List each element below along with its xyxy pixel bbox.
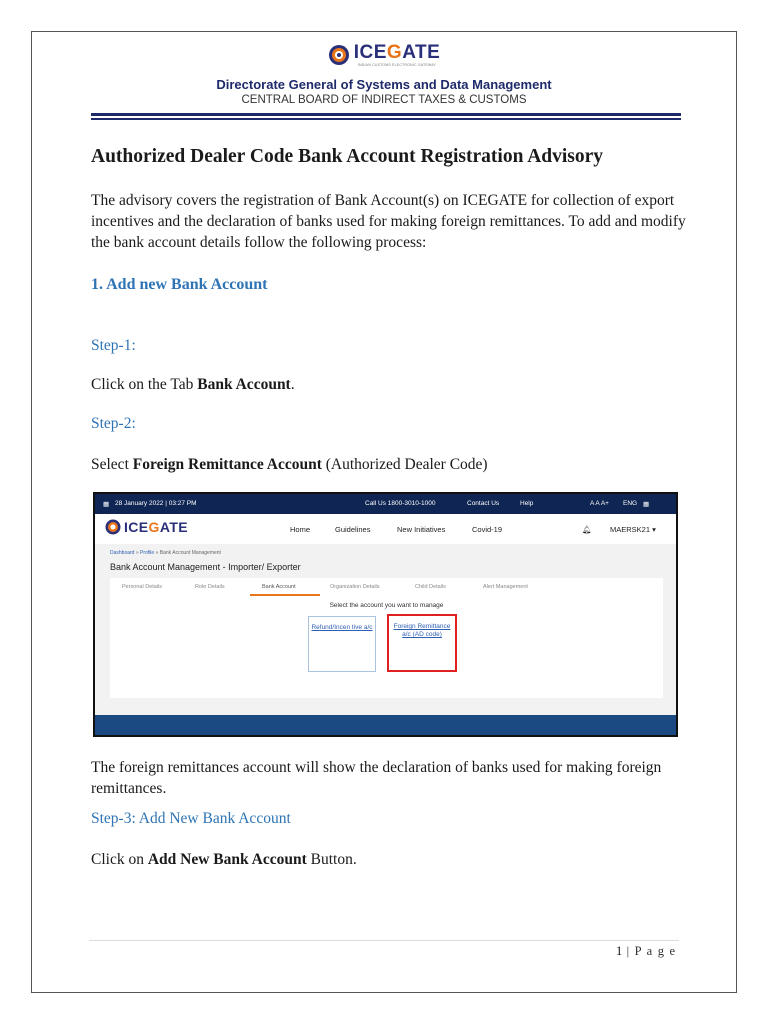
portal-footer-band — [95, 715, 676, 735]
tab-alert-management[interactable]: Alert Management — [483, 584, 528, 590]
board-subtitle: CENTRAL BOARD OF INDIRECT TAXES & CUSTOMS — [241, 94, 527, 106]
intro-paragraph: The advisory covers the registration of Bank Account(s) on ICEGATE for collection of export incentives and the declaration of banks used for making foreign remittances. To add and modify the bank account details follow the following process: — [91, 192, 686, 251]
tab-personal-details[interactable]: Personal Details — [122, 584, 163, 590]
logo-text-a: ICE — [353, 42, 387, 63]
active-tab-indicator — [250, 594, 320, 596]
after-screenshot-paragraph: The foreign remittances account will show the declaration of banks used for making foreign remittances. — [91, 759, 662, 797]
step3-heading: Step-3: Add New Bank Account — [91, 810, 291, 827]
bell-icon[interactable]: 🔔︎ — [582, 525, 592, 534]
footer-rule — [89, 940, 679, 941]
topbar-datetime: 28 January 2022 | 03:27 PM — [115, 500, 197, 507]
step2-heading: Step-2: — [91, 415, 136, 432]
topbar-help[interactable]: Help — [520, 500, 534, 507]
topbar-lang[interactable]: ENG — [623, 500, 638, 507]
document-page — [31, 31, 737, 993]
page-number: 1 | P a g e — [616, 944, 677, 958]
header-rule-thin — [91, 118, 681, 120]
nav-user-menu[interactable]: MAERSK21 ▾ — [610, 525, 656, 534]
emblem-icon — [328, 44, 350, 66]
icegate-logo — [328, 42, 441, 67]
step2-bold: Foreign Remittance Account — [132, 456, 322, 473]
section-heading-add-bank: 1. Add new Bank Account — [91, 276, 268, 293]
topbar-font-controls[interactable]: A A A+ — [590, 500, 609, 507]
nav-new-initiatives[interactable]: New Initiatives — [397, 525, 446, 534]
tab-bank-account[interactable]: Bank Account — [262, 584, 296, 590]
grid-icon[interactable]: ▦ — [643, 501, 650, 508]
portal-navbar — [95, 514, 676, 544]
select-account-prompt: Select the account you want to manage — [329, 602, 444, 609]
portal-page-title: Bank Account Management - Importer/ Exporter — [110, 562, 301, 572]
logo-text-x: G — [386, 42, 403, 63]
breadcrumb: Dashboard » Profile » Bank Account Management — [110, 550, 221, 556]
emblem-icon — [105, 519, 121, 535]
step1-heading: Step-1: — [91, 337, 136, 354]
tab-role-details[interactable]: Role Details — [195, 584, 225, 590]
nav-covid[interactable]: Covid-19 — [472, 525, 503, 534]
logo-tagline: INDIAN CUSTOMS ELECTRONIC GATEWAY — [357, 63, 437, 67]
logo-text-b: ATE — [402, 42, 441, 63]
step2-text: Select Foreign Remittance Account (Authorized Dealer Code) — [91, 456, 488, 473]
foreign-remittance-option[interactable]: Foreign Remittance a/c (AD code) — [387, 614, 457, 672]
nav-guidelines[interactable]: Guidelines — [335, 525, 371, 534]
header-logo-block — [32, 42, 736, 71]
step1-text: Click on the Tab Bank Account. — [91, 376, 295, 393]
header-rule-thick — [91, 113, 681, 116]
directorate-title: Directorate General of Systems and Data Management — [216, 77, 552, 92]
calendar-icon: ▦ — [103, 501, 110, 508]
step1-bold: Bank Account — [197, 376, 291, 393]
document-title: Authorized Dealer Code Bank Account Registration Advisory — [91, 146, 604, 167]
topbar-callus[interactable]: Call Us 1800-3010-1000 — [365, 500, 436, 507]
account-card — [110, 578, 663, 698]
portal-topbar — [95, 494, 676, 514]
tab-organization-details[interactable]: Organization Details — [330, 584, 380, 590]
tab-child-details[interactable]: Child Details — [415, 584, 446, 590]
step3-bold: Add New Bank Account — [147, 851, 307, 868]
nav-home[interactable]: Home — [290, 525, 311, 534]
refund-incentive-option[interactable]: Refund/Incen tive a/c — [308, 616, 376, 672]
topbar-contact[interactable]: Contact Us — [467, 500, 500, 507]
embedded-screenshot — [93, 492, 678, 737]
portal-logo[interactable]: ICEGATE — [105, 519, 188, 535]
step3-text: Click on Add New Bank Account Button. — [91, 851, 357, 868]
